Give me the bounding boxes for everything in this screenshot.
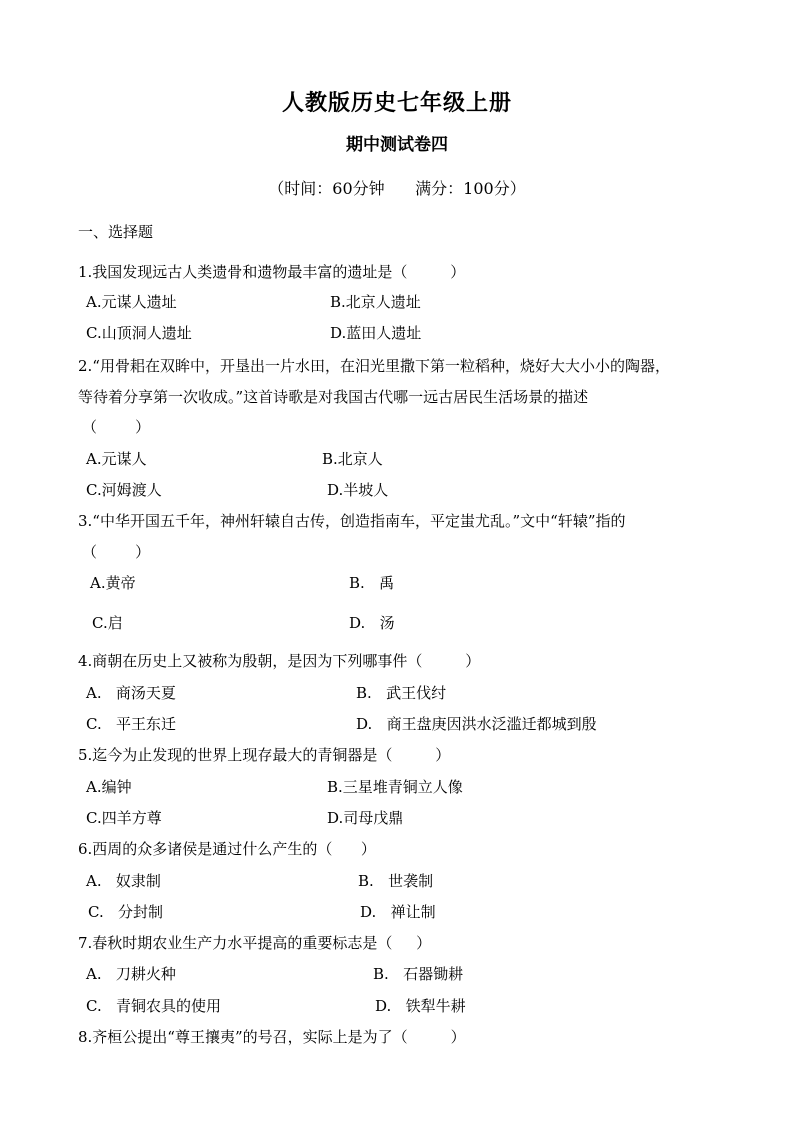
question-4-option-d: D. 商王盘庚因洪水泛滥迁都城到殷 [356, 715, 597, 733]
question-2-stem-line-3: （ ） [82, 418, 151, 436]
question-2-stem-line-1: 2.“用骨耜在双眸中，开垦出一片水田，在汨光里撒下第一粒稻种，烧好大大小小的陶器， [78, 357, 670, 375]
question-5-option-d: D.司母戊鼎 [327, 809, 404, 827]
question-6-option-b: B. 世袭制 [358, 872, 434, 890]
page-subtitle: 期中测试卷四 [346, 135, 448, 155]
question-2-option-b: B.北京人 [322, 450, 383, 468]
question-4-stem: 4.商朝在历史上又被称为殷朝，是因为下列哪事件（ ） [78, 652, 481, 670]
question-5-option-a: A.编钟 [86, 778, 132, 796]
question-3-option-a: A.黄帝 [90, 574, 136, 592]
question-5-stem: 5.迄今为止发现的世界上现存最大的青铜器是（ ） [78, 746, 451, 764]
question-2-option-a: A.元谋人 [86, 450, 147, 468]
question-3-option-c: C.启 [92, 614, 123, 632]
question-3-option-d: D. 汤 [349, 614, 395, 632]
question-6-stem: 6.西周的众多诸侯是通过什么产生的（ ） [78, 840, 376, 858]
question-2-option-d: D.半坡人 [327, 481, 389, 499]
question-7-option-b: B. 石器锄耕 [373, 965, 464, 983]
question-1-option-c: C.山顶洞人遗址 [86, 324, 192, 342]
question-5-option-c: C.四羊方尊 [86, 809, 162, 827]
question-5-option-b: B.三星堆青铜立人像 [327, 778, 463, 796]
question-3-stem-line-2: （ ） [82, 543, 151, 561]
page-title: 人教版历史七年级上册 [281, 90, 512, 116]
question-4-option-a: A. 商汤天夏 [86, 684, 176, 702]
question-6-option-a: A. 奴隶制 [86, 872, 161, 890]
question-6-option-c: C. 分封制 [88, 903, 164, 921]
question-6-option-d: D. 禅让制 [360, 903, 436, 921]
question-1-option-b: B.北京人遗址 [330, 293, 421, 311]
question-3-option-b: B. 禹 [349, 574, 395, 592]
question-1-stem: 1.我国发现远古人类遗骨和遗物最丰富的遗址是（ ） [78, 263, 466, 281]
section-heading: 一、选择题 [78, 223, 154, 241]
question-4-option-c: C. 平王东迁 [86, 715, 177, 733]
question-2-option-c: C.河姆渡人 [86, 481, 162, 499]
question-7-option-d: D. 铁犁牛耕 [375, 997, 466, 1015]
question-1-option-a: A.元谋人遗址 [86, 293, 177, 311]
question-7-stem: 7.春秋时期农业生产力水平提高的重要标志是（ ） [78, 934, 432, 952]
question-1-option-d: D.蓝田人遗址 [330, 324, 422, 342]
question-8-stem: 8.齐桓公提出“尊王攘夷”的号召，实际上是为了（ ） [78, 1028, 466, 1046]
question-7-option-a: A. 刀耕火种 [86, 965, 176, 983]
question-2-stem-line-2: 等待着分享第一次收成。”这首诗歌是对我国古代哪一远古居民生活场景的描述 [78, 388, 589, 406]
question-7-option-c: C. 青铜农具的使用 [86, 997, 222, 1015]
question-4-option-b: B. 武王伐纣 [356, 684, 447, 702]
question-3-stem-line-1: 3.“中华开国五千年，神州轩辕自古传，创造指南车，平定蚩尤乱。”文中“轩辕”指的 [78, 512, 626, 530]
exam-meta: （时间：60分钟 满分：100分） [268, 179, 526, 198]
